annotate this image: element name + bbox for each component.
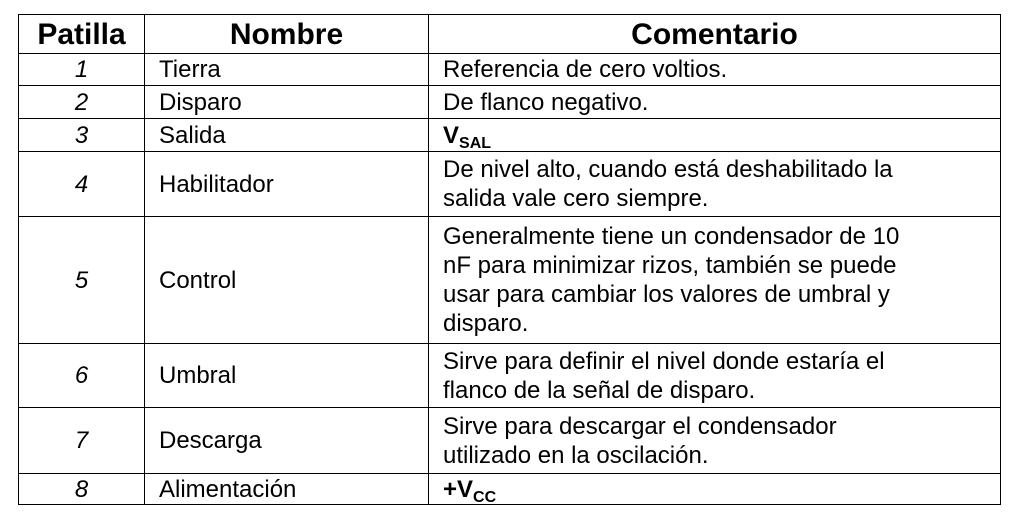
pin-name: Disparo [145, 86, 429, 119]
pin-name: Control [145, 217, 429, 344]
table-row [19, 344, 1001, 408]
comment-line: utilizado en la oscilación. [443, 441, 709, 469]
pin-name: Descarga [145, 408, 429, 474]
table-header-row [19, 15, 1001, 54]
pin-number: 1 [19, 54, 145, 86]
pin-comment: Referencia de cero voltios. [429, 54, 1001, 86]
pin-comment [429, 152, 1001, 217]
pin-number: 6 [19, 344, 145, 408]
pin-comment [429, 344, 1001, 408]
pin-description-table [18, 14, 1001, 505]
pin-name: Tierra [145, 54, 429, 86]
comment-line: flanco de la señal de disparo. [443, 376, 756, 404]
table-row [19, 119, 1001, 152]
comment-line: De nivel alto, cuando está deshabilitado la [443, 156, 893, 183]
pin-comment: De flanco negativo. [429, 86, 1001, 119]
pin-name: Salida [145, 119, 429, 152]
comment-line: Sirve para definir el nivel donde estaría el [443, 347, 885, 375]
pin-name: Umbral [145, 344, 429, 408]
table-row [19, 408, 1001, 474]
pin-comment [429, 217, 1001, 344]
pin-number: 3 [19, 119, 145, 152]
table-row [19, 217, 1001, 344]
comment-line: Sirve para descargar el condensador [443, 412, 837, 440]
pin-name: Habilitador [145, 152, 429, 217]
pin-number: 2 [19, 86, 145, 119]
header-name: Nombre [145, 15, 429, 54]
comment-line: Generalmente tiene un condensador de 10 [443, 223, 900, 250]
header-comment: Comentario [429, 15, 1001, 54]
comment-line: usar para cambiar los valores de umbral y [443, 281, 890, 308]
pin-comment [429, 474, 1001, 505]
pin-number: 5 [19, 217, 145, 344]
table-row [19, 86, 1001, 119]
header-pin: Patilla [19, 15, 145, 54]
vsal-symbol: $V_{SAL}$ [443, 121, 492, 152]
comment-line: salida vale cero siempre. [443, 185, 709, 212]
table-row [19, 474, 1001, 505]
comment-line: nF para minimizar rizos, también se puede [443, 252, 897, 279]
comment-line: disparo. [443, 310, 529, 337]
table-row [19, 152, 1001, 217]
pin-number: 4 [19, 152, 145, 217]
pin-name: Alimentación [145, 474, 429, 505]
pin-number: 7 [19, 408, 145, 474]
table-row [19, 54, 1001, 86]
vcc-symbol: $+V_{CC}$ [443, 475, 497, 506]
pin-comment [429, 119, 1001, 152]
pin-number: 8 [19, 474, 145, 505]
pin-comment [429, 408, 1001, 474]
